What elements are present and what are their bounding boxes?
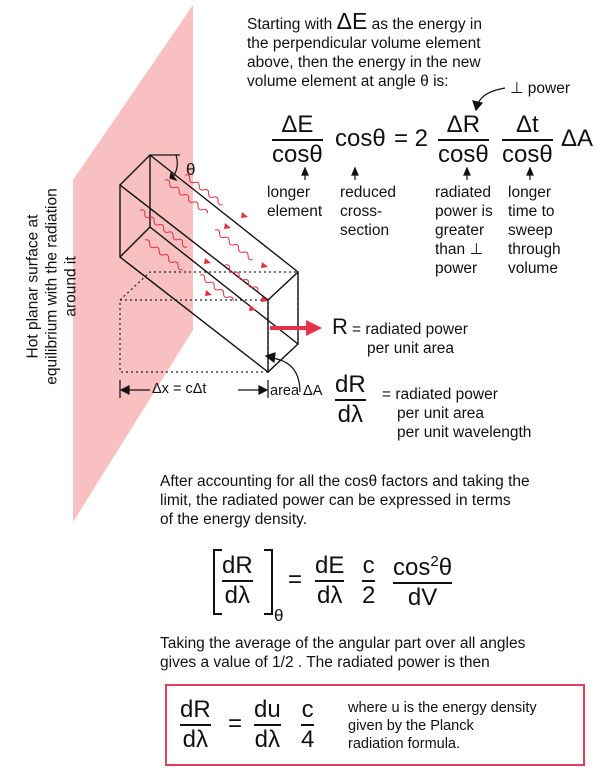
annotation-line: longer bbox=[267, 184, 311, 201]
eq3-desc-line1: where u is the energy density bbox=[348, 700, 537, 716]
r-def-line1: = radiated power bbox=[352, 321, 468, 338]
annotation-radiated-power bbox=[435, 183, 493, 278]
eq2-term3 bbox=[393, 549, 452, 611]
annotation-arrows bbox=[302, 168, 533, 180]
eq1-term-delta-e bbox=[272, 112, 323, 168]
eq2-term1 bbox=[315, 553, 344, 609]
annotation-line: power bbox=[435, 260, 478, 277]
eq2-term3-num bbox=[393, 549, 452, 581]
eq3-desc-line3: radiation formula. bbox=[348, 736, 461, 752]
annotation-line: than ⊥ bbox=[435, 241, 483, 258]
eq2-lhs-num: dR bbox=[222, 552, 253, 579]
eq3-description bbox=[348, 699, 537, 753]
eq2-subscript-theta: θ bbox=[274, 606, 284, 625]
annotation-line: reduced bbox=[340, 184, 397, 201]
annotation-line: through bbox=[508, 241, 561, 258]
para2-line1: Taking the average of the angular part over all angles bbox=[160, 635, 526, 652]
cos-text: cos bbox=[393, 554, 431, 581]
theta-text: θ bbox=[438, 554, 453, 581]
paragraph-2 bbox=[160, 634, 590, 672]
eq1-equals-two: = 2 bbox=[394, 125, 429, 152]
para1-line3: of the energy density. bbox=[160, 511, 308, 528]
eq2-term2 bbox=[362, 553, 375, 609]
dr-den: dλ bbox=[337, 401, 364, 428]
dx-label: Δx = cΔt bbox=[152, 381, 207, 397]
dr-num: dR bbox=[335, 371, 366, 398]
eq2-lhs bbox=[222, 553, 253, 609]
cos-exponent: 2 bbox=[430, 553, 439, 570]
annotation-line: radiated bbox=[435, 184, 492, 201]
intro-line1-b: as the energy in bbox=[371, 16, 482, 33]
eq2-lhs-den: dλ bbox=[224, 582, 251, 609]
r-def-line2: per unit area bbox=[367, 340, 455, 357]
r-symbol: R bbox=[332, 314, 348, 339]
theta-label: θ bbox=[186, 160, 196, 179]
eq1-term-delta-r bbox=[438, 112, 489, 168]
para2-line2: gives a value of 1/2 . The radiated power is then bbox=[160, 654, 490, 671]
dr-dlambda-fraction bbox=[335, 372, 366, 428]
eq3-term1-num: du bbox=[254, 696, 281, 723]
eq1-term-delta-t bbox=[502, 112, 553, 168]
intro-line3: above, then the energy in the new bbox=[247, 54, 481, 71]
perp-power-pointer bbox=[473, 88, 505, 110]
eq3-desc-line2: given by the Planck bbox=[348, 718, 474, 734]
delta-e-symbol: ΔE bbox=[336, 8, 368, 34]
annotation-line: volume bbox=[508, 260, 558, 277]
intro-line1-a: Starting with bbox=[247, 16, 333, 33]
annotation-line: time to bbox=[508, 203, 555, 220]
annotation-line: section bbox=[340, 222, 390, 239]
eq1-delta-a: ΔA bbox=[561, 125, 594, 152]
annotation-line: greater bbox=[435, 222, 485, 239]
intro-line2: the perpendicular volume element bbox=[247, 35, 481, 52]
eq1-term3-num: Δt bbox=[516, 111, 539, 138]
eq2-term1-den: dλ bbox=[317, 582, 343, 609]
eq3-term2-den: 4 bbox=[301, 726, 315, 753]
paragraph-1 bbox=[160, 472, 590, 529]
annotation-line: element bbox=[267, 203, 323, 220]
eq1-term3-den: cosθ bbox=[502, 141, 553, 168]
eq3-term2-num: c bbox=[301, 696, 314, 723]
eq3-equals: = bbox=[228, 710, 243, 737]
radiated-power-arrow bbox=[270, 320, 322, 336]
eq1-term1-den: cosθ bbox=[272, 141, 323, 168]
eq2-term2-den: 2 bbox=[362, 582, 376, 609]
radiation-arrowheads bbox=[204, 212, 268, 311]
annotation-reduced-cross-section bbox=[340, 183, 396, 240]
eq1-term2-den: cosθ bbox=[438, 141, 489, 168]
eq3-term2 bbox=[301, 697, 314, 753]
eq2-equals: = bbox=[288, 566, 303, 593]
eq2-term2-num: c bbox=[362, 552, 375, 579]
eq3-term1-den: dλ bbox=[254, 726, 281, 753]
eq3-lhs-num: dR bbox=[180, 696, 211, 723]
eq3-lhs bbox=[180, 697, 211, 753]
eq2-term1-num: dE bbox=[315, 552, 345, 579]
eq1-term2-num: ΔR bbox=[446, 111, 481, 138]
dr-def-line2: per unit area bbox=[397, 405, 485, 422]
intro-line4: volume element at angle θ is: bbox=[247, 73, 449, 90]
eq1-term1-num: ΔE bbox=[281, 111, 314, 138]
annotation-longer-time bbox=[508, 183, 561, 278]
dr-def-line3: per unit wavelength bbox=[397, 424, 532, 441]
dr-def-line1: = radiated power bbox=[382, 386, 498, 403]
eq2-term3-den: dV bbox=[407, 584, 438, 611]
annotation-longer-element bbox=[267, 183, 322, 221]
side-label: Hot planar surface at equilibrium with the radiation around it bbox=[24, 188, 80, 385]
perp-power-label: ⊥ power bbox=[510, 80, 571, 97]
area-label: area ΔA bbox=[270, 383, 323, 399]
eq1-cos: cosθ bbox=[335, 125, 386, 152]
annotation-line: cross- bbox=[340, 203, 383, 220]
para1-line1: After accounting for all the cosθ factors and taking the bbox=[160, 473, 530, 490]
hot-planar-surface bbox=[73, 5, 196, 522]
eq3-term1 bbox=[254, 697, 281, 753]
annotation-line: sweep bbox=[508, 222, 553, 239]
annotation-line: longer bbox=[508, 184, 552, 201]
annotation-line: power is bbox=[435, 203, 493, 220]
para1-line2: limit, the radiated power can be expressed in terms bbox=[160, 492, 511, 509]
eq3-lhs-den: dλ bbox=[182, 726, 209, 753]
